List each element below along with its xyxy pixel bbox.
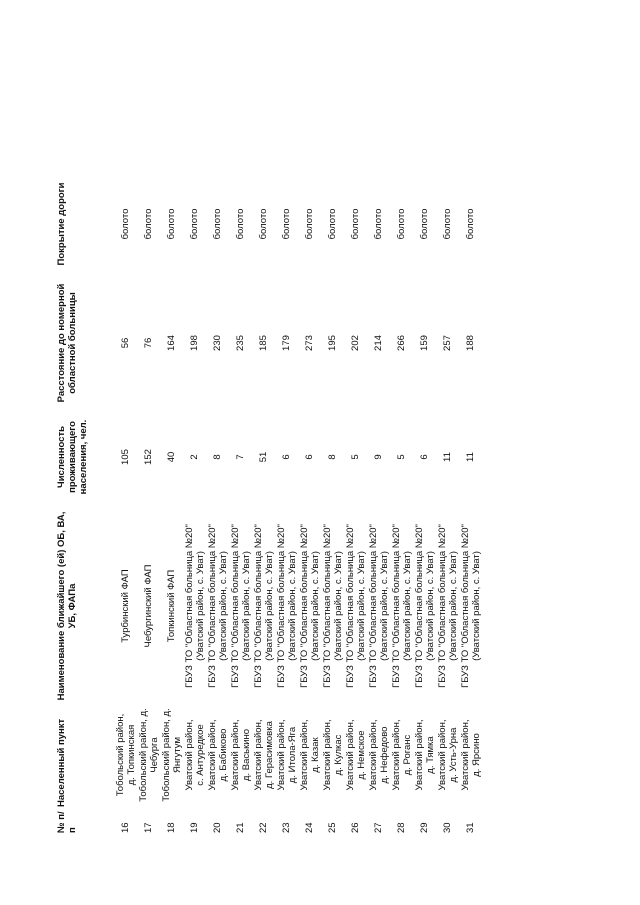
settlement-cell (183, 703, 206, 807)
facility-cell (390, 509, 413, 703)
facility-line: ГБУЗ ТО "Областная больница №20" (275, 524, 287, 688)
header-population: Численность проживающего населения, чел. (56, 419, 89, 495)
distance-cell: 273 (304, 335, 315, 351)
facility-line: (Уватский район, с. Уват) (194, 551, 206, 661)
header-facility: Наименование ближайшего (ей) ОБ, ВА, УБ, ФАПа (56, 511, 78, 701)
settlement-cell (390, 703, 413, 807)
header-settlement: Населенный пункт (56, 718, 67, 807)
population-cell: 8 (327, 454, 338, 460)
settlement-line: Уватский район, (229, 719, 241, 791)
settlement-line: д. Тямка (424, 736, 436, 774)
facility-cell (160, 509, 183, 703)
facility-line: (Уватский район, с. Уват) (470, 551, 482, 661)
settlement-line: Уватский район, (183, 719, 195, 791)
distance-cell: 202 (350, 335, 361, 351)
distance-cell: 198 (189, 335, 200, 351)
population-cell: 40 (166, 451, 177, 463)
settlement-line: д. Ярсино (470, 733, 482, 777)
distance-cell: 188 (465, 335, 476, 351)
settlement-line: Уватский район, (344, 719, 356, 791)
settlement-line: Янгутум (171, 737, 183, 773)
settlement-cell (206, 703, 229, 807)
table-header-row (56, 167, 114, 835)
table-row (275, 167, 298, 835)
population-cell: 105 (120, 449, 131, 465)
settlement-cell (114, 703, 137, 807)
settlement-cell (275, 703, 298, 807)
settlement-line: д. Кулкас (332, 734, 344, 776)
road-surface-cell: болото (419, 208, 430, 240)
distance-cell: 230 (212, 335, 223, 351)
facility-line: (Уватский район, с. Уват) (378, 551, 390, 661)
settlement-line: с. Антуредкое (194, 724, 206, 786)
facility-line: ГБУЗ ТО "Областная больница №20" (321, 524, 333, 688)
settlements-table (56, 167, 482, 835)
row-number: 30 (442, 822, 453, 833)
distance-cell: 76 (143, 337, 154, 349)
settlement-line: Уватский район, (436, 719, 448, 791)
row-number: 29 (419, 822, 430, 833)
population-cell: 152 (143, 449, 154, 465)
distance-cell: 185 (258, 335, 269, 351)
facility-cell (114, 509, 137, 703)
row-number: 17 (143, 822, 154, 833)
facility-line: (Уватский район, с. Уват) (240, 551, 252, 661)
facility-line: ГБУЗ ТО "Областная больница №20" (367, 524, 379, 688)
settlement-cell (137, 703, 160, 807)
table-row (298, 167, 321, 835)
table-row (390, 167, 413, 835)
table-row (114, 167, 137, 835)
facility-line: ГБУЗ ТО "Областная больница №20" (206, 524, 218, 688)
settlement-line: Уватский район, (252, 719, 264, 791)
row-number: 24 (304, 822, 315, 833)
facility-line: (Уватский район, с. Уват) (355, 551, 367, 661)
table-row (137, 167, 160, 835)
facility-line: (Уватский район, с. Уват) (332, 551, 344, 661)
distance-cell: 164 (166, 335, 177, 351)
population-cell: 6 (304, 454, 315, 460)
settlement-line: Уватский район, (298, 719, 310, 791)
table-row (321, 167, 344, 835)
road-surface-cell: болото (258, 208, 269, 240)
facility-line: (Уватский район, с. Уват) (309, 551, 321, 661)
row-number: 22 (258, 822, 269, 833)
table-row (413, 167, 436, 835)
table-body (114, 167, 482, 835)
population-cell: 6 (281, 454, 292, 460)
facility-line: (Уватский район, с. Уват) (286, 551, 298, 661)
distance-cell: 235 (235, 335, 246, 351)
facility-line: ГБУЗ ТО "Областная больница №20" (229, 524, 241, 688)
distance-cell: 266 (396, 335, 407, 351)
settlement-cell (436, 703, 459, 807)
facility-cell (344, 509, 367, 703)
population-cell: 5 (350, 454, 361, 460)
header-distance: Расстояние до номерной областной больницы (56, 283, 78, 403)
facility-cell (229, 509, 252, 703)
row-number: 27 (373, 822, 384, 833)
row-number: 21 (235, 822, 246, 833)
header-number: № п/ п (56, 811, 78, 833)
facility-line: Турбинский ФАП (120, 569, 131, 643)
settlement-line: д. Казак (309, 737, 321, 773)
row-number: 31 (465, 822, 476, 833)
settlement-line: Уватский район, (459, 719, 471, 791)
road-surface-cell: болото (327, 208, 338, 240)
settlement-cell (160, 703, 183, 807)
settlement-line: д. Топкинская (125, 724, 137, 786)
facility-line: ГБУЗ ТО "Областная больница №20" (413, 524, 425, 688)
road-surface-cell: болото (120, 208, 131, 240)
settlement-cell (229, 703, 252, 807)
facility-line: (Уватский район, с. Уват) (401, 551, 413, 661)
row-number: 28 (396, 822, 407, 833)
row-number: 16 (120, 822, 131, 833)
table-row (252, 167, 275, 835)
population-cell: 51 (258, 451, 269, 463)
population-cell: 11 (465, 452, 476, 462)
facility-line: ГБУЗ ТО "Областная больница №20" (459, 524, 471, 688)
settlement-cell (321, 703, 344, 807)
distance-cell: 257 (442, 335, 453, 351)
facility-line: ГБУЗ ТО "Областная больница №20" (344, 524, 356, 688)
distance-cell: 56 (120, 337, 131, 349)
row-number: 18 (166, 822, 177, 833)
facility-cell (298, 509, 321, 703)
road-surface-cell: болото (235, 208, 246, 240)
facility-cell (367, 509, 390, 703)
settlement-line: Уватский район, (390, 719, 402, 791)
settlement-line: д. Нефедово (378, 726, 390, 784)
population-cell: 9 (373, 454, 384, 460)
road-surface-cell: болото (166, 208, 177, 240)
settlement-line: Уватский район, (367, 719, 379, 791)
population-cell: 7 (235, 454, 246, 460)
population-cell: 8 (212, 454, 223, 460)
table-row (436, 167, 459, 835)
table-row (183, 167, 206, 835)
settlement-line: Уватский район, (206, 719, 218, 791)
settlement-line: д. Герасимовка (263, 721, 275, 789)
table-row (459, 167, 482, 835)
road-surface-cell: болото (396, 208, 407, 240)
table-row (367, 167, 390, 835)
facility-line: ГБУЗ ТО "Областная больница №20" (298, 524, 310, 688)
row-number: 25 (327, 822, 338, 833)
population-cell: 5 (396, 454, 407, 460)
facility-cell (206, 509, 229, 703)
settlement-line: Тобольский район, д. (160, 708, 172, 802)
road-surface-cell: болото (212, 208, 223, 240)
population-cell: 6 (419, 454, 430, 460)
road-surface-cell: болото (304, 208, 315, 240)
table-row (160, 167, 183, 835)
facility-cell (275, 509, 298, 703)
road-surface-cell: болото (442, 208, 453, 240)
distance-cell: 214 (373, 335, 384, 351)
settlement-line: д. Роганс (401, 734, 413, 776)
settlement-cell (459, 703, 482, 807)
row-number: 19 (189, 822, 200, 833)
facility-line: (Уватский район, с. Уват) (447, 551, 459, 661)
settlement-line: Тобольский район, (114, 713, 126, 797)
settlement-line: Уватский район, (321, 719, 333, 791)
settlement-line: д. Усть-Урна (447, 727, 459, 783)
header-road-surface: Покрытие дороги (56, 182, 67, 266)
road-surface-cell: болото (465, 208, 476, 240)
settlement-cell (344, 703, 367, 807)
settlement-cell (298, 703, 321, 807)
settlement-line: Тобольский район, д. (137, 708, 149, 802)
facility-cell (413, 509, 436, 703)
settlement-line: д. Итола-Яга (286, 726, 298, 784)
row-number: 23 (281, 822, 292, 833)
settlement-line: Чебурга (148, 737, 160, 773)
facility-cell (252, 509, 275, 703)
distance-cell: 159 (419, 335, 430, 351)
facility-cell (183, 509, 206, 703)
population-cell: 11 (442, 452, 453, 462)
facility-line: ГБУЗ ТО "Областная больница №20" (390, 524, 402, 688)
facility-cell (321, 509, 344, 703)
road-surface-cell: болото (143, 208, 154, 240)
table-row (344, 167, 367, 835)
facility-cell (137, 509, 160, 703)
facility-cell (436, 509, 459, 703)
road-surface-cell: болото (189, 208, 200, 240)
row-number: 26 (350, 822, 361, 833)
distance-cell: 195 (327, 335, 338, 351)
facility-line: ГБУЗ ТО "Областная больница №20" (252, 524, 264, 688)
settlement-cell (367, 703, 390, 807)
distance-cell: 179 (281, 335, 292, 351)
settlement-line: Уватский район, (275, 719, 287, 791)
settlement-cell (413, 703, 436, 807)
settlement-cell (252, 703, 275, 807)
settlement-line: д. Васькино (240, 728, 252, 782)
settlement-line: Уватский район, (413, 719, 425, 791)
road-surface-cell: болото (350, 208, 361, 240)
facility-cell (459, 509, 482, 703)
facility-line: ГБУЗ ТО "Областная больница №20" (183, 524, 195, 688)
facility-line: (Уватский район, с. Уват) (217, 551, 229, 661)
road-surface-cell: болото (373, 208, 384, 240)
facility-line: (Уватский район, с. Уват) (424, 551, 436, 661)
road-surface-cell: болото (281, 208, 292, 240)
row-number: 20 (212, 822, 223, 833)
population-cell: 2 (189, 454, 200, 460)
facility-line: ГБУЗ ТО "Областная больница №20" (436, 524, 448, 688)
table-row (229, 167, 252, 835)
settlement-line: д. Бабиково (217, 728, 229, 782)
facility-line: (Уватский район, с. Уват) (263, 551, 275, 661)
settlement-line: д. Немское (355, 730, 367, 780)
facility-line: Топкинский ФАП (166, 569, 177, 643)
table-row (206, 167, 229, 835)
facility-line: Чебургинский ФАП (143, 564, 154, 648)
